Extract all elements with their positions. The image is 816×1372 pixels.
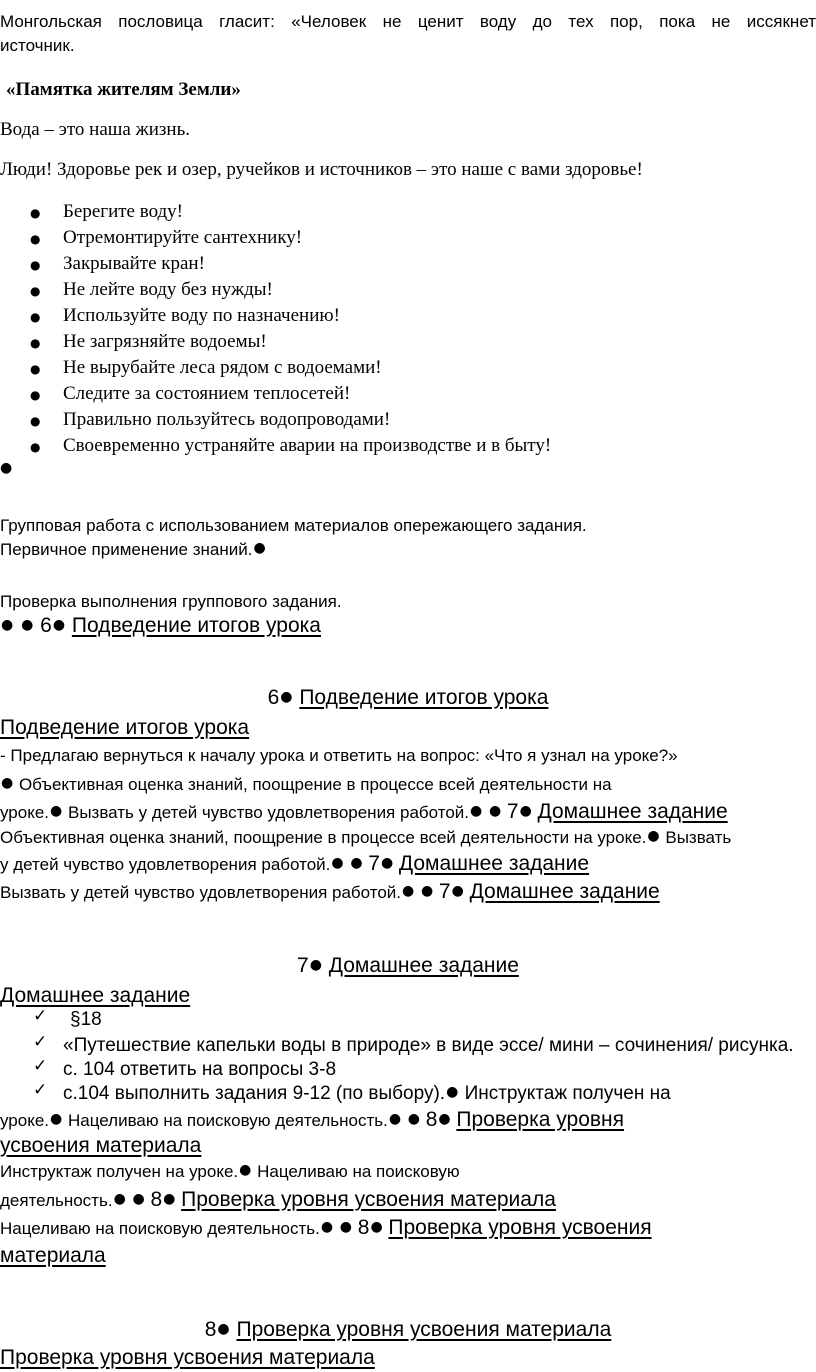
group-line-1: Групповая работа с использованием материалов опережающего задания.	[0, 516, 587, 535]
dot-icon: ●	[253, 540, 266, 556]
memo-water-life: Вода – это наша жизнь.	[0, 119, 190, 140]
section-6-title: Подведение итогов урока	[0, 716, 250, 739]
section-6-eval-full: Объективная оценка знаний, поощрение в процессе всей деятельности на уроке.● Вызвать	[0, 828, 732, 847]
bullet-icon: ●	[30, 258, 41, 272]
check-icon: ✓	[33, 1080, 48, 1100]
section-8-title-b: усвоения материала	[0, 1134, 202, 1157]
homework-item: с.104 выполнить задания 9-12 (по выбору).● Инструктаж получен на	[63, 1083, 671, 1104]
section-7-aim-b: деятельность.● ● 8● Проверка уровня усвоения материала	[0, 1188, 556, 1211]
memo-item: Не загрязняйте водоемы!	[63, 331, 267, 352]
section-6-feeling-b: у детей чувство удовлетворения работой.● ● 7● Домашнее задание	[0, 852, 590, 875]
section-7-instruct-b: уроке.● Нацеливаю на поисковую деятельность.● ● 8● Проверка уровня	[0, 1108, 625, 1131]
homework-item: «Путешествие капельки воды в природе» в виде эссе/ мини – сочинения/ рисунка.	[63, 1035, 794, 1056]
section-7-aim: Нацеливаю на поисковую деятельность.● ● 8● Проверка уровня усвоения	[0, 1216, 652, 1239]
section-7-instruct-full: Инструктаж получен на уроке.● Нацеливаю на поисковую	[0, 1162, 460, 1181]
stray-dot-icon: ●	[0, 460, 13, 476]
memo-item: Берегите воду!	[63, 201, 184, 222]
bullet-icon: ●	[30, 440, 41, 454]
proverb-line-1: Монгольская пословица гласит: «Человек не ценит воду до тех пор, пока не иссякнет	[0, 12, 816, 31]
bullet-icon: ●	[30, 336, 41, 350]
memo-people: Люди! Здоровье рек и озер, ручейков и источников – это наше с вами здоровье!	[0, 159, 643, 180]
bullet-icon: ●	[30, 362, 41, 376]
memo-item: Не лейте воду без нужды!	[63, 279, 273, 300]
memo-item: Не вырубайте леса рядом с водоемами!	[63, 357, 382, 378]
section-6-eval-a: ● Объективная оценка знаний, поощрение в процессе всей деятельности на	[1, 775, 612, 794]
section-8-heading: 8● Проверка уровня усвоения материала	[204, 1318, 612, 1341]
bullet-icon: ●	[30, 232, 41, 246]
section-7-title: Домашнее задание	[0, 984, 191, 1007]
homework-item: с. 104 ответить на вопросы 3-8	[63, 1059, 337, 1080]
bullet-icon: ●	[30, 206, 41, 220]
memo-item: Отремонтируйте сантехнику!	[63, 227, 303, 248]
memo-title: «Памятка жителям Земли»	[6, 79, 241, 100]
memo-item: Следите за состоянием теплосетей!	[63, 383, 351, 404]
check-icon: ✓	[33, 1056, 48, 1076]
bullet-icon: ●	[30, 310, 41, 324]
section-6-eval-b: уроке.● Вызвать у детей чувство удовлетворения работой.● ● 7● Домашнее задание	[0, 800, 728, 823]
bullet-icon: ●	[30, 414, 41, 428]
section-6-feeling: Вызвать у детей чувство удовлетворения работой.● ● 7● Домашнее задание	[0, 880, 660, 903]
group-check: Проверка выполнения группового задания.	[0, 592, 342, 611]
section-7-heading: 7● Домашнее задание	[297, 954, 519, 977]
check-icon: ✓	[33, 1006, 48, 1026]
memo-item: Закрывайте кран!	[63, 253, 205, 274]
section-6-question: - Предлагаю вернуться к началу урока и ответить на вопрос: «Что я узнал на уроке?»	[0, 746, 678, 765]
bullet-icon: ●	[30, 388, 41, 402]
section-8-title: Проверка уровня усвоения материала	[0, 1346, 375, 1369]
group-line-2: Первичное применение знаний.●	[0, 540, 266, 559]
bullet-icon: ●	[30, 284, 41, 298]
memo-item: Своевременно устраняйте аварии на производстве и в быту!	[63, 435, 552, 456]
homework-item: §18	[70, 1009, 102, 1030]
section-6-ref: ● ● 6● Подведение итогов урока	[1, 614, 321, 637]
memo-item: Используйте воду по назначению!	[63, 305, 340, 326]
section-6-heading: 6● Подведение итогов урока	[267, 686, 549, 709]
memo-item: Правильно пользуйтесь водопроводами!	[63, 409, 391, 430]
check-icon: ✓	[33, 1032, 48, 1052]
section-8-title-d: материала	[0, 1244, 106, 1267]
proverb-line-2: источник.	[0, 36, 75, 55]
